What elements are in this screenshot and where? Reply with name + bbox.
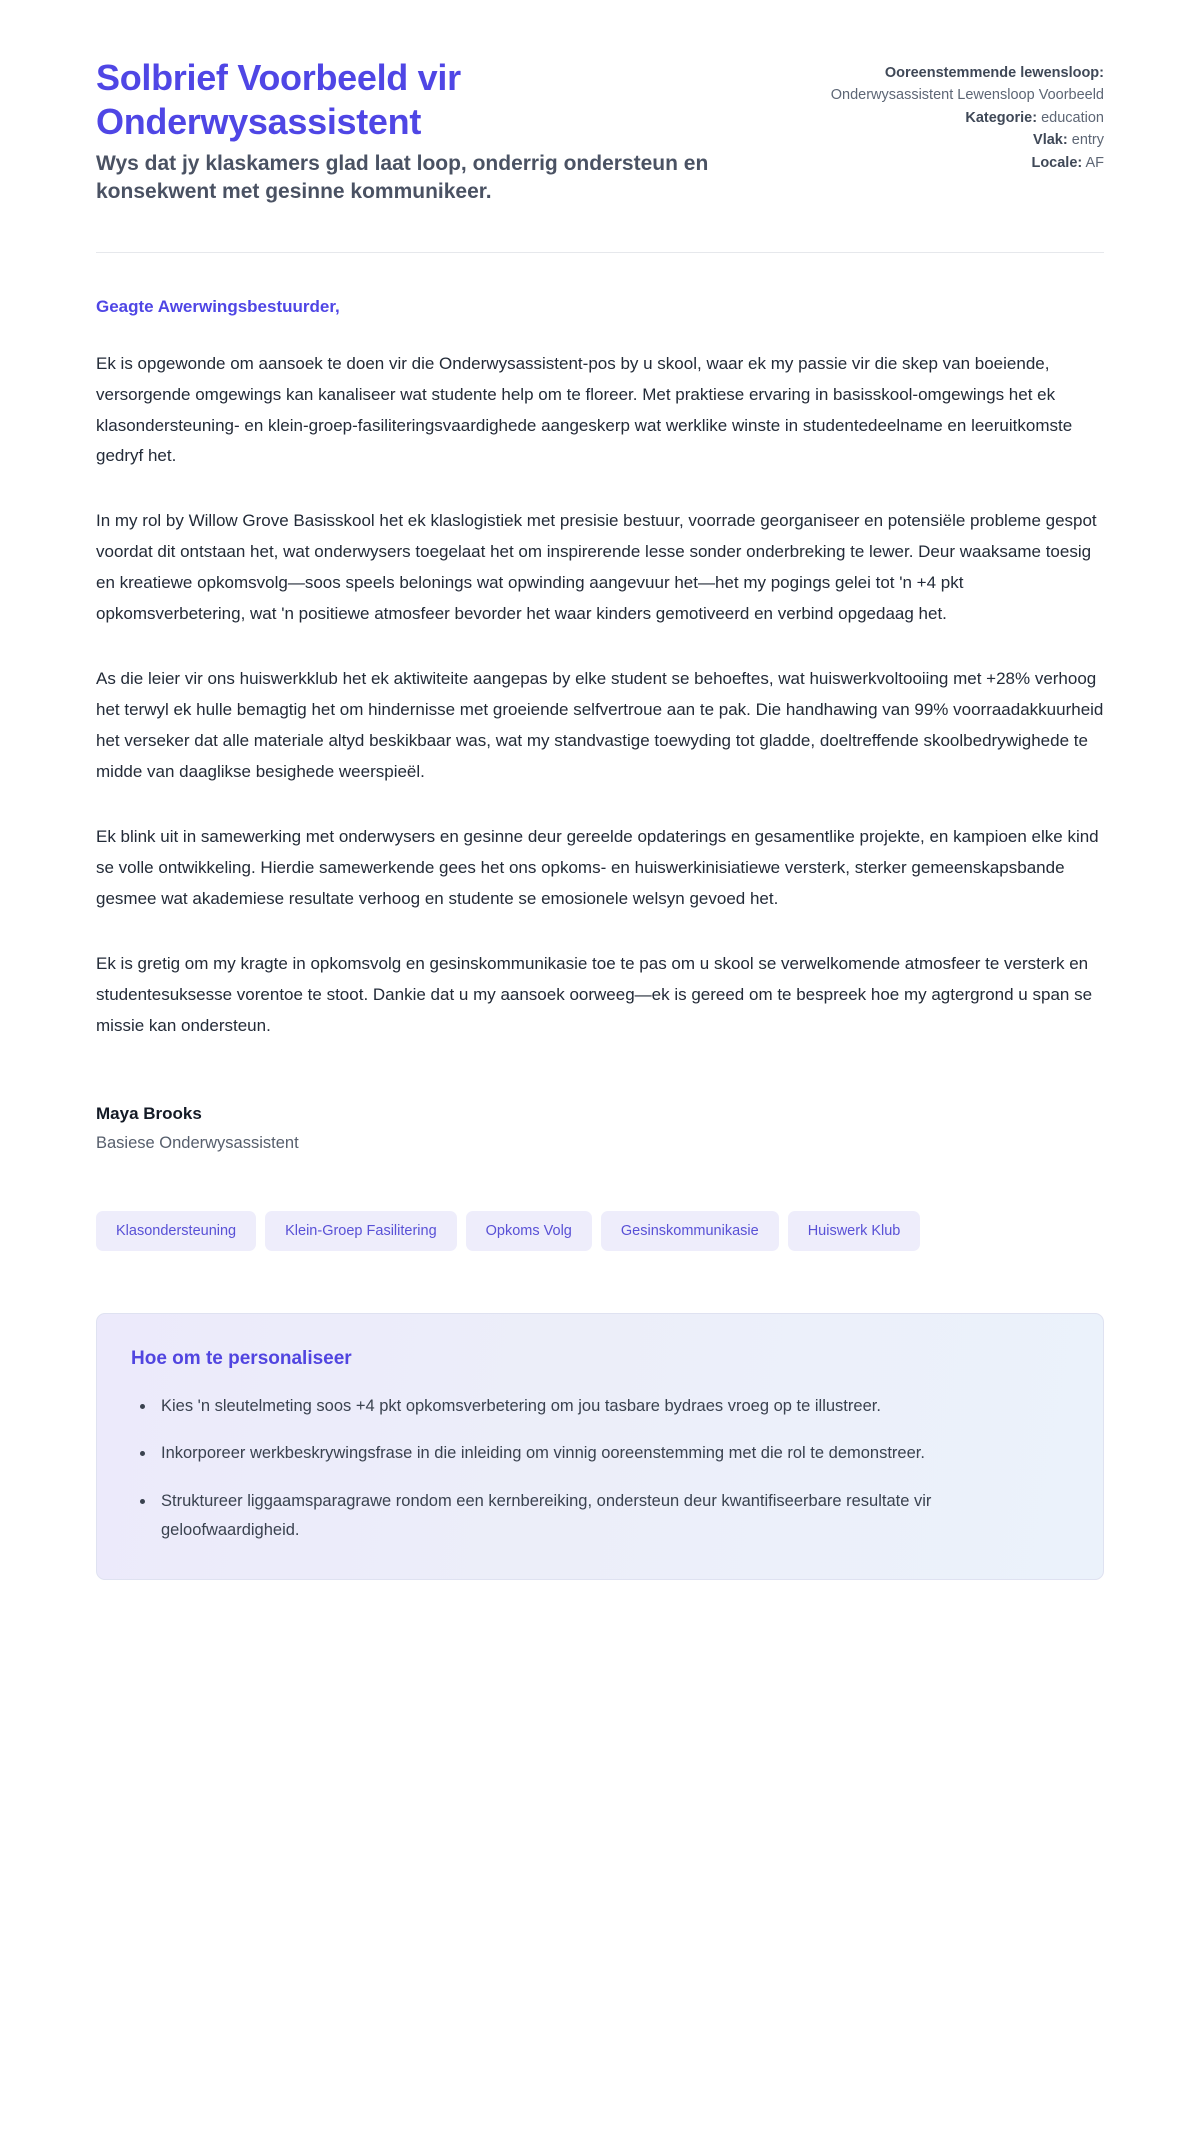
tips-list-item: Inkorporeer werkbeskrywingsfrase in die inleiding om vinnig ooreenstemming met die rol te demonstreer. xyxy=(157,1439,1065,1468)
letter-salutation: Geagte Awerwingsbestuurder, xyxy=(96,296,340,316)
tag-list xyxy=(96,1211,1104,1252)
meta-label-locale: Locale: xyxy=(1031,154,1083,171)
tips-list-item: Kies 'n sleutelmeting soos +4 pkt opkomsverbetering om jou tasbare bydraes vroeg op te illustreer. xyxy=(157,1392,1065,1421)
personalization-tips-card xyxy=(96,1313,1104,1580)
meta-value-level: entry xyxy=(1071,132,1104,149)
letter-paragraph: Ek is gretig om my kragte in opkomsvolg en gesinskommunikasie toe te pas om u skool se verwelkomende atmosfeer te versterk en studentesuksesse vorentoe te stoot. Dankie dat u my aansoek oorweeg—ek is gereed om te bespreek hoe my agtergrond u span se missie kan ondersteun. xyxy=(96,953,1093,1035)
letter-paragraph: As die leier vir ons huiswerkklub het ek aktiwiteite aangepas by elke student se behoeftes, wat huiswerkvoltooiing met +28% verhoog het terwyl ek hulle bemagtig het om hindernisse met groeiende selfvertroue aan te pak. Die handhawing van 99% voorraadakkuurheid het verseker dat alle materiale altyd beskikbaar was, wat my standvastige toewyding tot gladde, doeltreffende skoolbedrywighede te midde van daaglikse besighede weerspieël. xyxy=(96,669,1104,781)
meta-row-resume xyxy=(804,62,1104,107)
tag-chip[interactable]: Klasondersteuning xyxy=(96,1211,256,1252)
page-title: Solbrief Voorbeeld vir Onderwysassistent xyxy=(96,57,461,142)
meta-label-resume: Ooreenstemmende lewensloop: xyxy=(884,65,1104,81)
meta-row-locale xyxy=(804,152,1104,174)
meta-row-level xyxy=(804,129,1104,151)
meta-value-category: education xyxy=(1041,109,1104,126)
meta-label-category: Kategorie: xyxy=(965,109,1038,126)
document-metadata xyxy=(804,56,1104,174)
tips-list-item: Struktureer liggaamsparagrawe rondom een kernbereiking, ondersteun deur kwantifiseerbare resultate vir geloofwaardigheid. xyxy=(157,1487,1065,1546)
page-subtitle: Wys dat jy klaskamers glad laat loop, onderrig ondersteun en konsekwent met gesinne kommunikeer. xyxy=(96,151,709,203)
signature-name: Maya Brooks xyxy=(96,1103,202,1123)
tips-list xyxy=(131,1392,1065,1545)
header-title-block xyxy=(96,56,736,206)
meta-value-resume: Onderwysassistent Lewensloop Voorbeeld xyxy=(830,87,1104,104)
letter-paragraph: Ek is opgewonde om aansoek te doen vir die Onderwysassistent-pos by u skool, waar ek my passie vir die skep van boeiende, versorgende omgewings kan kanaliseer wat studente help om te floreer. Met praktiese ervaring in basisskool-omgewings het ek klasondersteuning- en klein-groep-fasiliteringsvaardighede aangeskerp wat werklike winste in studentedeelname en leeruitkomste gedryf het. xyxy=(96,353,1073,466)
tag-chip[interactable]: Opkoms Volg xyxy=(466,1211,592,1252)
tag-chip[interactable]: Gesinskommunikasie xyxy=(601,1211,779,1252)
tips-card-title: Hoe om te personaliseer xyxy=(131,1348,352,1370)
tag-chip[interactable]: Klein-Groep Fasilitering xyxy=(265,1211,457,1252)
tag-chip[interactable]: Huiswerk Klub xyxy=(788,1211,921,1252)
letter-paragraph: In my rol by Willow Grove Basisskool het ek klaslogistiek met presisie bestuur, voorrade georganiseer en potensiële probleme gespot voordat dit ontstaan het, wat onderwysers toegelaat het om inspirerende lesse sonder onderbreking te lewer. Deur waaksame toesig en kreatiewe opkomsvolg—soos speels belonings wat opwinding aangevuur het—het my pogings gelei tot 'n +4 pkt opkomsverbetering, wat 'n positiewe atmosfeer bevorder het waar kinders gemotiveerd en verbind opgedaag het. xyxy=(96,511,1097,624)
document-header xyxy=(96,56,1104,206)
signature-block xyxy=(96,1104,1104,1153)
letter-body xyxy=(96,253,1104,1042)
meta-label-level: Vlak: xyxy=(1033,132,1068,149)
meta-value-locale: AF xyxy=(1085,154,1104,171)
meta-row-category xyxy=(804,107,1104,129)
letter-paragraph: Ek blink uit in samewerking met onderwysers en gesinne deur gereelde opdaterings en gesamentlike projekte, en kampioen elke kind se volle ontwikkeling. Hierdie samewerkende gees het ons opkoms- en huiswerkinisiatiewe versterk, sterker gemeenskapsbande gesmee wat akademiese resultate verhoog en studente se emosionele welsyn gevoed het. xyxy=(96,826,1099,908)
signature-role: Basiese Onderwysassistent xyxy=(96,1133,299,1152)
